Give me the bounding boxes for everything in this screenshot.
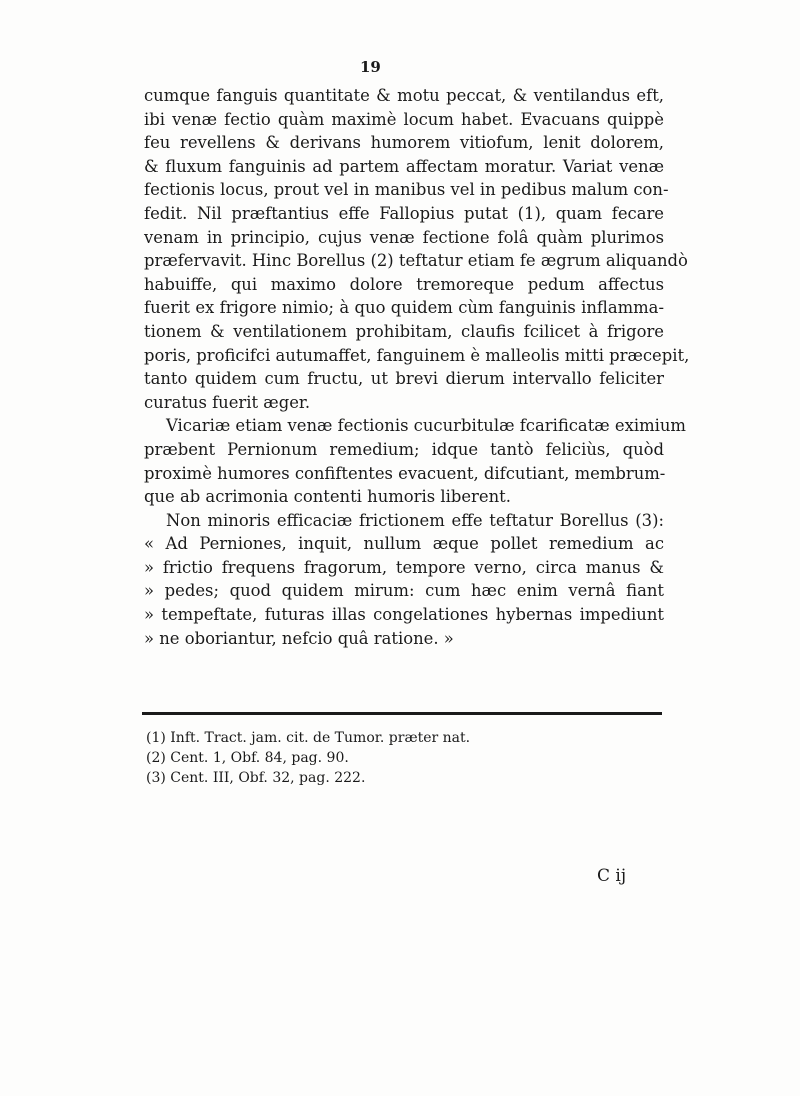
footnotes	[146, 728, 666, 788]
text-line: fectionis locus, prout vel in manibus vel in pedibus malum con-	[144, 180, 669, 200]
text-line: cumque fanguis quantitate & motu peccat, & ventilandus eft,	[144, 86, 664, 105]
text-line: » pedes; quod quidem mirum: cum hæc enim vernâ fiant	[144, 581, 664, 601]
text-line: fedit. Nil præftantius effe Fallopius putat (1), quam fecare	[144, 203, 664, 223]
text-line: Vicariæ etiam venæ fectionis cucurbitulæ fcarificatæ eximium	[166, 416, 686, 436]
text-line: tionem & ventilationem prohibitam, claufis fcilicet à frigore	[144, 321, 664, 341]
text-line: Non minoris efficaciæ frictionem effe teftatur Borellus (3):	[166, 510, 664, 530]
text-line: ibi venæ fectio quàm maximè locum habet. Evacuans quippè	[144, 109, 664, 129]
text-line: feu revellens & derivans humorem vitiofum, lenit dolorem,	[144, 133, 664, 153]
text-line: & fluxum fanguinis ad partem affectam moratur. Variat venæ	[144, 156, 664, 176]
text-line: » frictio frequens fragorum, tempore verno, circa manus &	[144, 557, 664, 577]
page-number: 19	[360, 58, 381, 76]
text-line: » tempeftate, futuras illas congelationes hybernas impediunt	[144, 605, 664, 625]
footnote: (2) Cent. 1, Obf. 84, pag. 90.	[146, 750, 349, 766]
text-line: venam in principio, cujus venæ fectione folâ quàm plurimos	[144, 227, 664, 247]
text-line: « Ad Perniones, inquit, nullum æque pollet remedium ac	[144, 534, 664, 554]
text-line: fuerit ex frigore nimio; à quo quidem cùm fanguinis inflamma-	[144, 298, 664, 318]
text-line: præfervavit. Hinc Borellus (2) teftatur etiam fe ægrum aliquandò	[144, 251, 688, 271]
footnote: (3) Cent. III, Obf. 32, pag. 222.	[146, 770, 366, 786]
text-line: curatus fuerit æger.	[144, 392, 311, 412]
text-line: tanto quidem cum fructu, ut brevi dierum intervallo feliciter	[144, 369, 664, 389]
body-text	[144, 84, 690, 650]
text-line: que ab acrimonia contenti humoris liberent.	[144, 487, 511, 507]
footnote-divider	[142, 712, 662, 715]
footnote: (1) Inft. Tract. jam. cit. de Tumor. præter nat.	[146, 730, 471, 746]
signature-mark: C ij	[597, 866, 627, 886]
text-line: proximè humores confiftentes evacuent, difcutiant, membrum-	[144, 463, 666, 483]
text-line: » ne oboriantur, nefcio quâ ratione. »	[144, 628, 454, 648]
text-line: poris, proficifci autumaffet, fanguinem è malleolis mitti præcepit,	[144, 345, 690, 365]
text-line: habuiffe, qui maximo dolore tremoreque pedum affectus	[144, 274, 664, 294]
text-line: præbent Pernionum remedium; idque tantò feliciùs, quòd	[144, 439, 664, 459]
